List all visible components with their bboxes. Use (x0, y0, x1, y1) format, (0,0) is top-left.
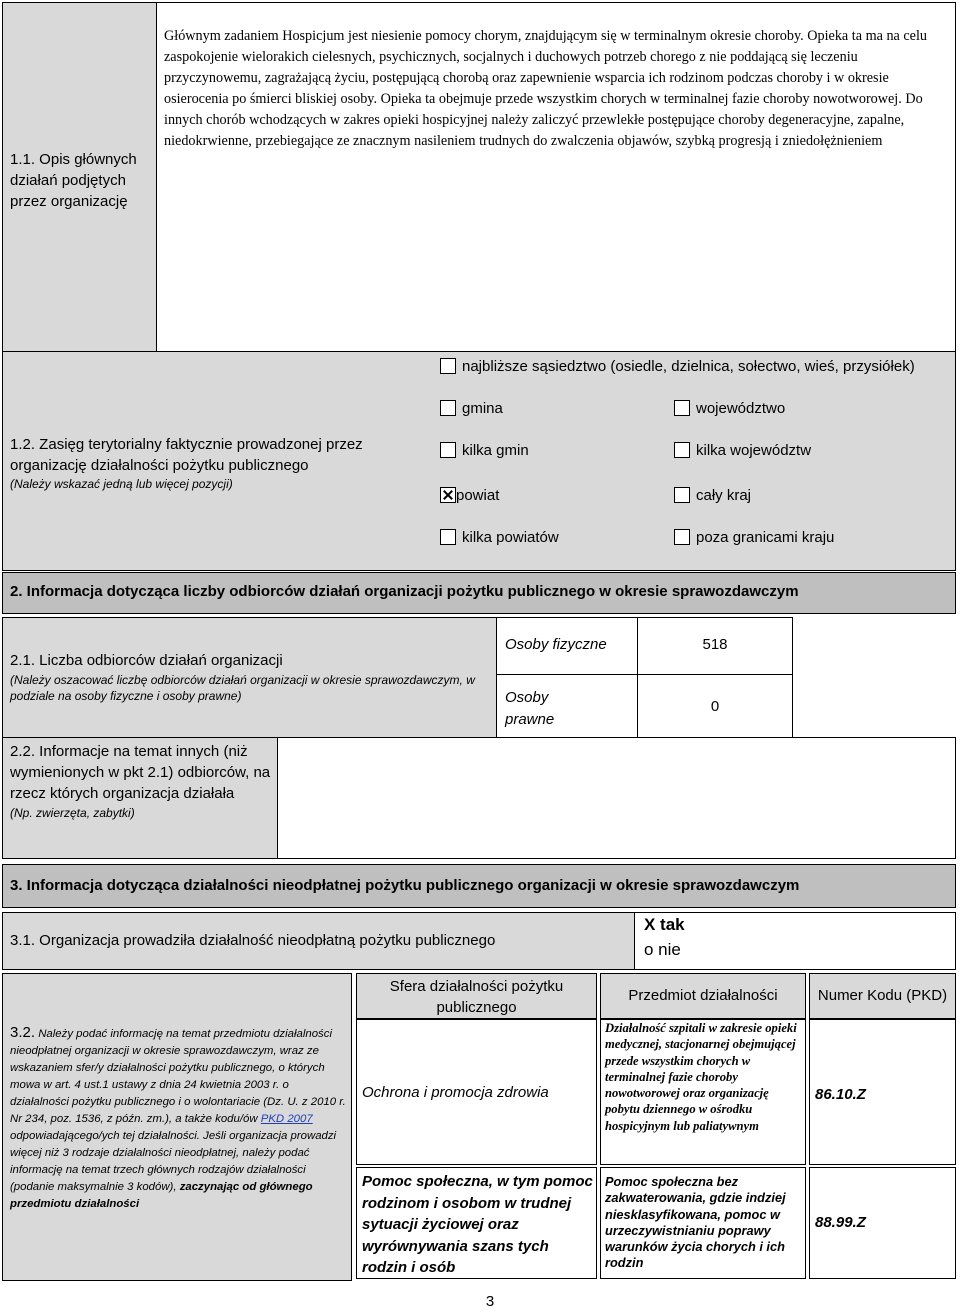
row2-kod-cell (809, 1167, 956, 1279)
col-header-sfera: Sfera działalności pożytku publicznego (356, 973, 597, 1019)
s12-label: 1.2. Zasięg terytorialny faktycznie prowadzonej przez organizację działalności pożytku publicznego (10, 436, 363, 474)
s21-label: 2.1. Liczba odbiorców działań organizacji (10, 652, 283, 669)
checkbox-icon[interactable] (440, 358, 456, 374)
s21-label-cell (2, 617, 497, 738)
option-kilka-powiatow[interactable]: kilka powiatów (440, 528, 559, 548)
s3-header-title: 3. Informacja dotycząca działalności nieodpłatnej pożytku publicznego organizacji w okresie sprawozdawczym (10, 877, 800, 894)
row2-sfera-cell (356, 1167, 597, 1279)
prawne-label-cell (496, 674, 638, 738)
col-header-przedmiot: Przedmiot działalności (600, 973, 806, 1019)
row1-przedmiot-cell (600, 1019, 806, 1165)
s2-header-title: 2. Informacja dotycząca liczby odbiorców działań organizacji pożytku publicznego w okresie sprawozdawczym (10, 583, 799, 600)
option-kilka-gmin[interactable]: kilka gmin (440, 441, 529, 461)
prawne-value-cell (637, 674, 793, 738)
s32-number: 3.2. (10, 1024, 36, 1041)
option-caly-kraj[interactable]: cały kraj (674, 486, 751, 506)
s21-note: (Należy oszacować liczbę odbiorców działań organizacji w okresie sprawozdawczym, w podziale na osoby fizyczne i osoby prawne) (10, 673, 475, 703)
fizyczne-value-cell (637, 617, 793, 675)
option-kilka-wojewodztw[interactable]: kilka województw (674, 441, 811, 461)
checkbox-icon[interactable] (674, 400, 690, 416)
s22-value-cell (277, 737, 956, 859)
option-gmina[interactable]: gmina (440, 399, 503, 419)
row1-kod: 86.10.Z (815, 1086, 866, 1103)
checkbox-icon[interactable] (440, 442, 456, 458)
row2-kod: 88.99.Z (815, 1214, 866, 1231)
s11-label-cell (2, 2, 157, 352)
s31-yes[interactable]: X tak (644, 915, 685, 934)
checkbox-icon[interactable] (674, 442, 690, 458)
prawne-value: 0 (710, 698, 720, 715)
s22-note: (Np. zwierzęta, zabytki) (10, 806, 135, 820)
row2-przedmiot: Pomoc społeczna bez zakwaterowania, gdzie indziej niesklasyfikowana, pomoc w urzeczywistnianiu poprawy warunków życia chorych i ich rodzin (605, 1174, 786, 1271)
s3-header (2, 864, 956, 908)
row1-sfera-cell (356, 1019, 597, 1165)
option-poza-granicami[interactable]: poza granicami kraju (674, 528, 834, 548)
s31-label: 3.1. Organizacja prowadziła działalność nieodpłatną pożytku publicznego (10, 932, 496, 949)
s31-label-cell (2, 912, 635, 970)
checkbox-icon[interactable] (674, 487, 690, 503)
row1-przedmiot: Działalność szpitali w zakresie opieki medycznej, stacjonarnej obejmującej przede wszystkim chorych w terminalnej fazie choroby nowotworowej oraz organizację pobytu dziennego w ośrodku hospicyjnym lub paliatywnym (605, 1021, 797, 1133)
row1-kod-cell (809, 1019, 956, 1165)
s11-description: Głównym zadaniem Hospicjum jest niesienie pomocy chorym, znajdującym się w terminalnym okresie choroby. Opieka ta ma na celu zaspokojenie wielorakich cielesnych, psychicznych, socjalnych i duchowych potrzeb chorego z nie poddającą się leczeniu przyczynowemu, zagrażającą życiu, postępującą chorobą oraz zapewnienie wsparcia ich rodzinom podczas choroby i w okresie osierocenia po śmierci bliskiej osoby. Opieka ta obejmuje przede wszystkim chorych w terminalnej fazie choroby nowotworowej. Do innych chorób wchodzących w zakres opieki hospicyjnej należy zaliczyć przewlekłe postępujące choroby degeneracyjne, zapalne, niedokrwienne, przebiegające ze znacznym nasileniem trudnych do zwalczenia objawów, szybką progresją i zniedołężnieniem (164, 28, 928, 149)
checkbox-icon[interactable] (440, 400, 456, 416)
s2-header (2, 572, 956, 614)
checkbox-icon[interactable] (440, 529, 456, 545)
row2-sfera: Pomoc społeczna, w tym pomoc rodzinom i osobom w trudnej sytuacji życiowej oraz wyrównywania szans tych rodzin i osób (362, 1173, 593, 1276)
s32-label-cell (2, 973, 352, 1281)
s11-label: 1.1. Opis głównych działań podjętych przez organizację (10, 151, 137, 210)
col-header-kod: Numer Kodu (PKD) (809, 973, 956, 1019)
s31-no[interactable]: o nie (644, 940, 681, 959)
s31-answer-cell (634, 912, 956, 970)
checkbox-icon[interactable] (674, 529, 690, 545)
s22-label: 2.2. Informacje na temat innych (niż wymienionych w pkt 2.1) odbiorców, na rzecz których organizacja działała (10, 743, 271, 802)
fizyczne-label-cell (496, 617, 638, 675)
prawne-label: Osoby prawne (505, 689, 555, 728)
option-wojewodztwo[interactable]: województwo (674, 399, 785, 419)
option-neighbourhood[interactable]: najbliższe sąsiedztwo (osiedle, dzielnica, sołectwo, wieś, przysiółek) (440, 357, 915, 377)
fizyczne-label: Osoby fizyczne (505, 636, 607, 653)
s12-note: (Należy wskazać jedną lub więcej pozycji) (10, 477, 233, 491)
row1-sfera: Ochrona i promocja zdrowia (362, 1084, 549, 1101)
checked-checkbox-icon[interactable] (440, 487, 456, 503)
pkd-link[interactable]: PKD 2007 (260, 1113, 313, 1125)
s22-label-cell (2, 737, 278, 859)
s11-description-cell (156, 2, 956, 352)
s32-note: 3.2. Należy podać informację na temat przedmiotu działalności nieodpłatnej organizacji w okresie sprawozdawczym, wraz ze wskazaniem sfer/y działalności pożytku publicznego, o których mowa w art. 4 ust.1 ustawy z dnia 24 kwietnia 2003 r. o działalności pożytku publicznego i o wolontariacie (Dz. U. z 2010 r. Nr 234, poz. 1536, z późn. zm.), a także kodu/ów PKD 2007 odpowiadającego/ych tej działalności. Jeśli organizacja prowadzi więcej niż 3 rodzaje działalności nieodpłatnej, należy podać informację na temat trzech głównych rodzajów działalności (podanie maksymalnie 3 kodów), zaczynając od głównego przedmiotu działalności (10, 1024, 346, 1210)
fizyczne-value: 518 (702, 636, 728, 653)
option-powiat[interactable]: powiat (440, 486, 499, 506)
page-number: 3 (485, 1293, 495, 1310)
row2-przedmiot-cell (600, 1167, 806, 1279)
